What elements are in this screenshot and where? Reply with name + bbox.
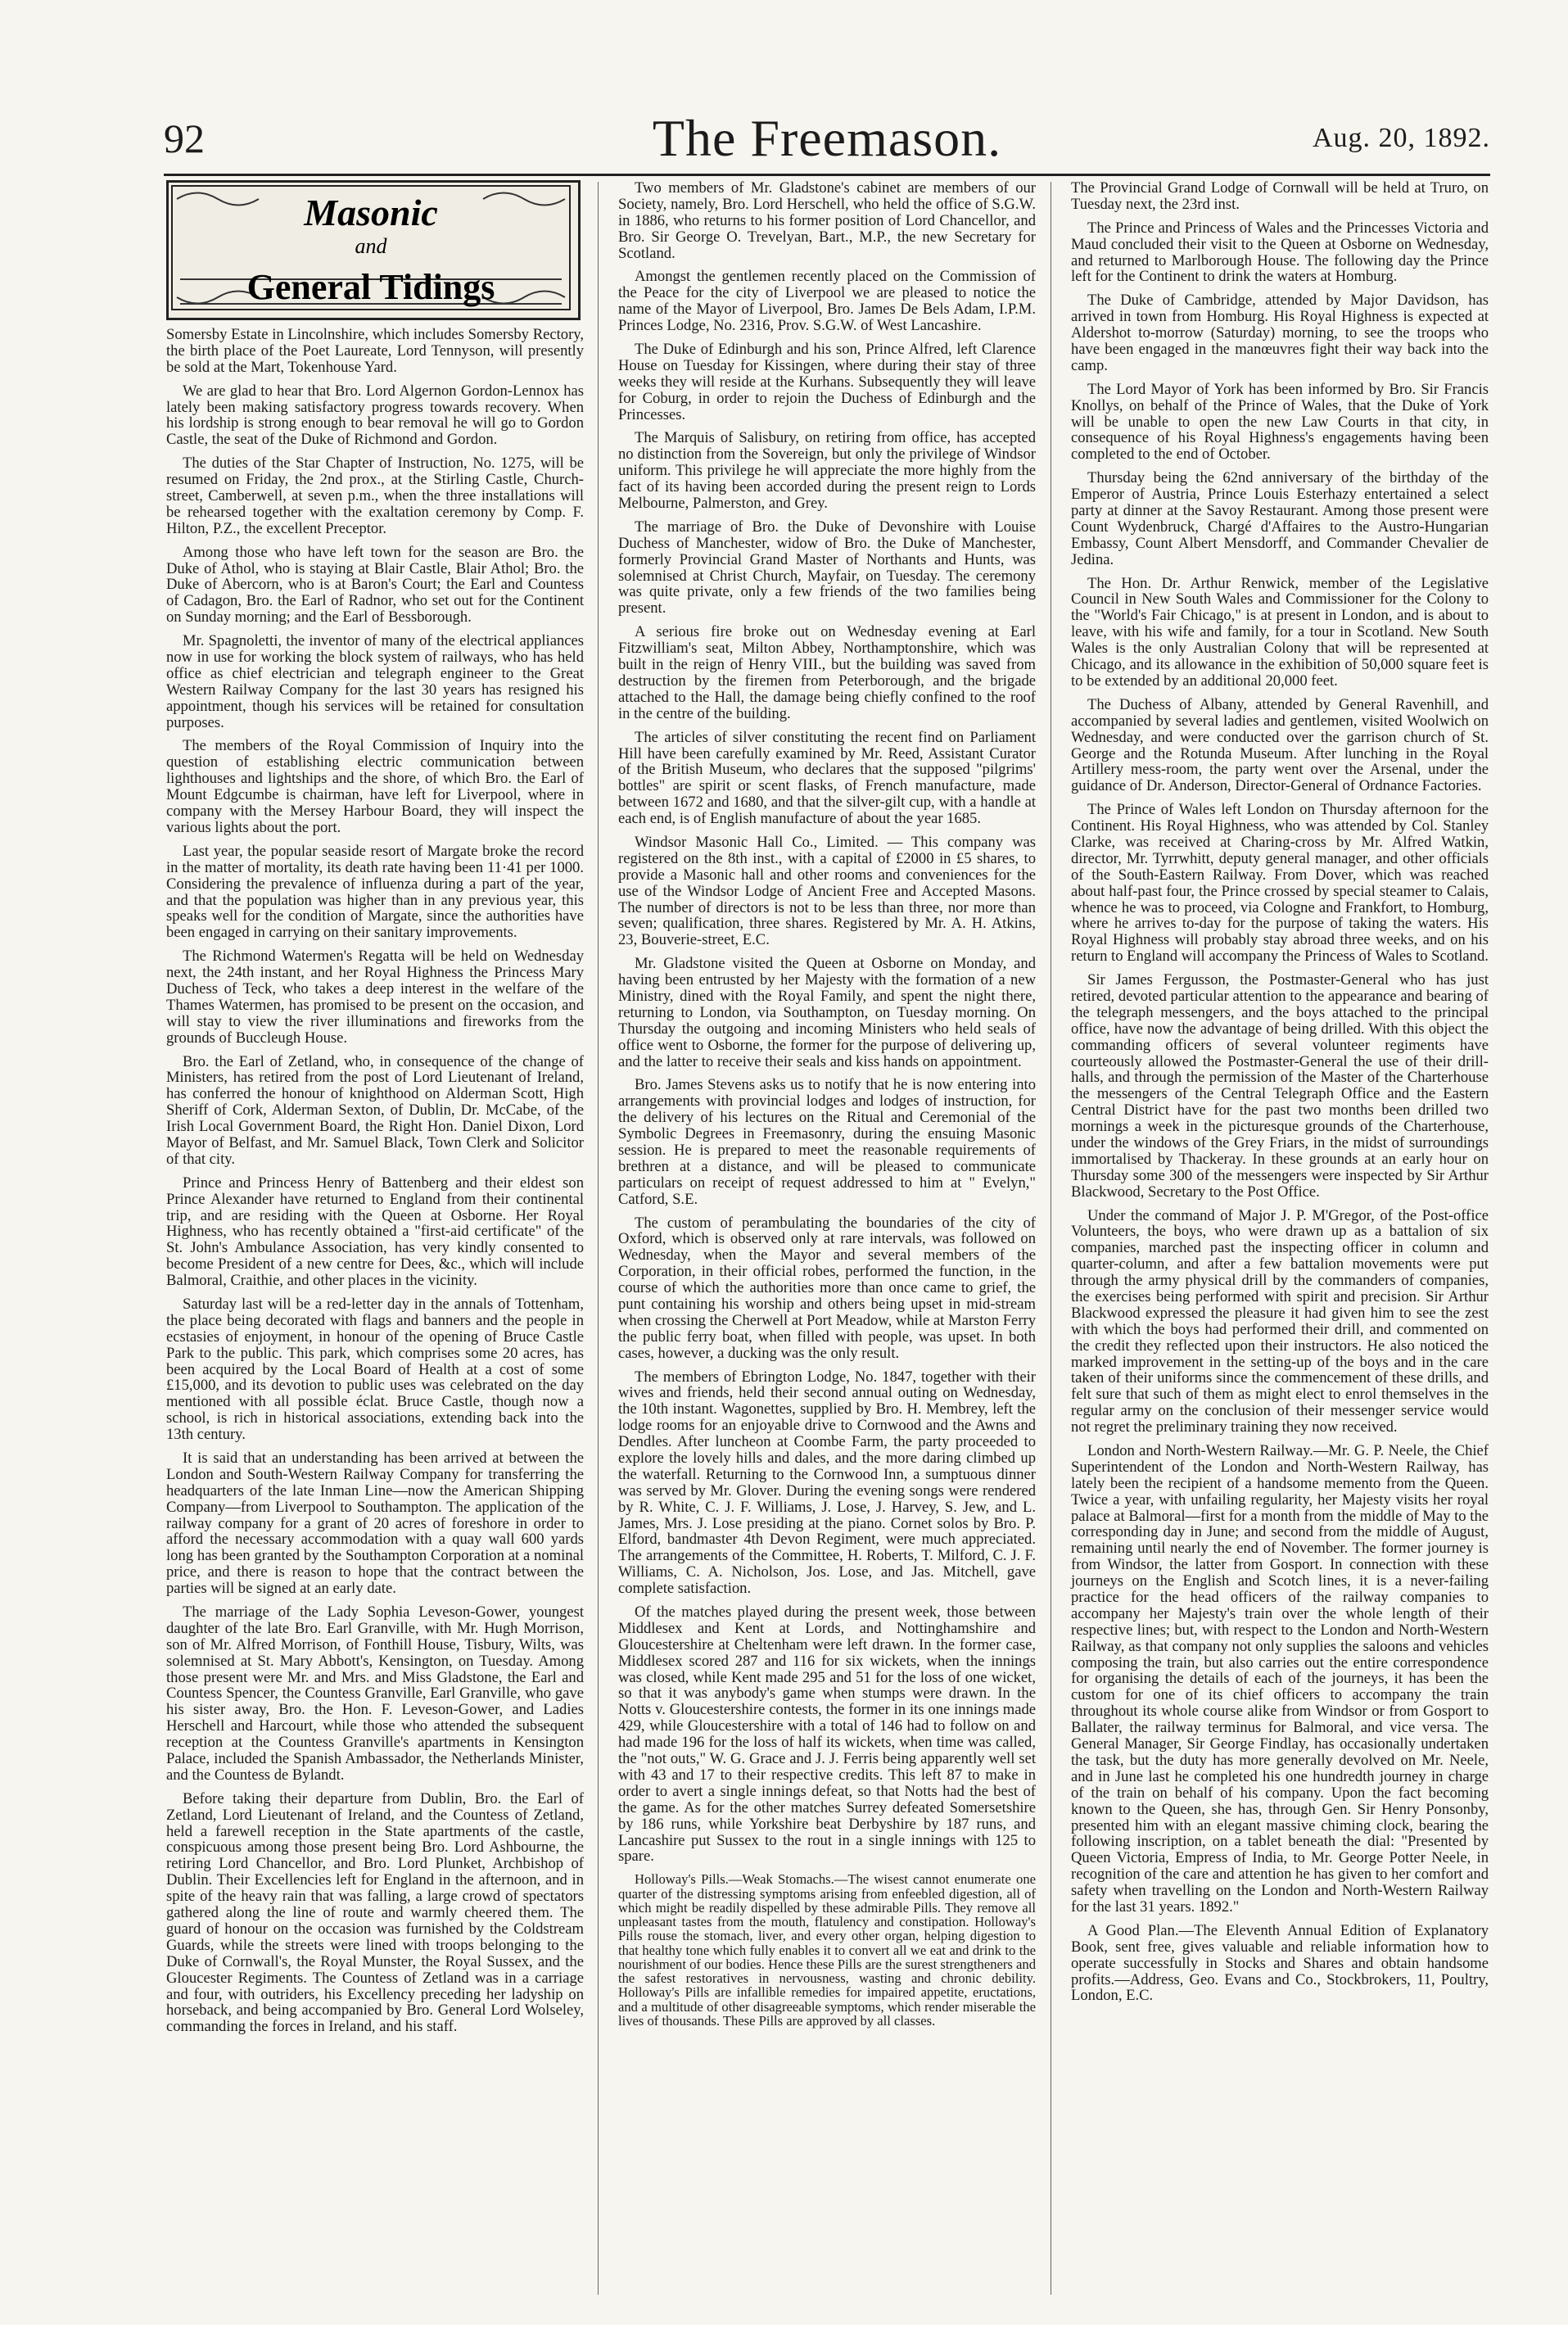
column-1 (166, 180, 584, 2042)
article-paragraph: Of the matches played during the present week, those between Middlesex and Kent at Lords, and Nottinghamshire and Gloucestershire at Cheltenham were left drawn. In the former case, Middlesex scored 287 and 116 for six wickets, when the innings was closed, while Kent made 295 and 51 for the loss of one wicket, so that it was anybody's game when stumps were drawn. In the Notts v. Gloucestershire contests, the former in its one innings made 429, while Gloucestershire with a total of 146 had to follow on and had made 196 for the loss of half its wickets, when time was called, the "not outs," W. G. Grace and J. J. Ferris being apparently well set with 43 and 17 to their respective credits. This left 87 to make in order to avert a single innings defeat, so that Notts had the best of the game. As for the other matches Surrey defeated Somersetshire by 186 runs, while Yorkshire beat Derbyshire by 187 runs, and Lancashire put Sussex to the rout in a single innings with 125 to spare. (618, 1604, 1036, 1866)
heading-line-3: General Tidings (246, 267, 495, 307)
column-2 (618, 180, 1036, 2035)
heading-line-1: Masonic (304, 192, 438, 233)
article-paragraph: Before taking their departure from Dublin, Bro. the Earl of Zetland, Lord Lieutenant of Ireland, and the Countess of Zetland, held a farewell reception in the State apartments of the castle, conspicuous among those present being Bro. Lord Ashbourne, the retiring Lord Chancellor, and Bro. Lord Plunket, Archbishop of Dublin. Their Excellencies left for England in the afternoon, and in spite of the heavy rain that was falling, a large crowd of spectators gathered along the line of route and warmly cheered them. The guard of honour on the occasion was furnished by the Coldstream Guards, while the streets were lined with troops belonging to the Duke of Cornwall's, the Royal Munster, the Royal Sussex, and the Gloucester Regiments. The Countess of Zetland was in a carriage and four, with outriders, his Excellency preceding her ladyship on horseback, and being accompanied by Bro. General Lord Wolseley, commanding the forces in Ireland, and his staff. (166, 1789, 584, 2036)
issue-date: Aug. 20, 1892. (1312, 123, 1490, 153)
article-paragraph: The Prince of Wales left London on Thursday afternoon for the Continent. His Royal Highness, who was attended by Col. Stanley Clarke, was received at Charing-cross by Mr. Alfred Watkin, director, Mr. Tyrrwhitt, deputy general manager, and other officials of the South-Eastern Railway. From Dover, which was reached about half-past four, the Prince crossed by special steamer to Calais, whence he was to proceed, via Cologne and Frankfort, to Homburg, where he arrives to-day for the purpose of taking the waters. His Royal Highness will probably stay abroad three weeks, and on his return to England will accompany the Princess of Wales to Scotland. (1071, 801, 1489, 966)
article-paragraph: Saturday last will be a red-letter day in the annals of Tottenham, the place being decorated with flags and banners and the people in ecstasies of enjoyment, in honour of the opening of Bruce Castle Park to the public. This park, which comprises some 20 acres, has been acquired by the Local Board of Health at a cost of some £15,000, and its devotion to public uses was celebrated on the day mentioned with all possible éclat. Bruce Castle, though now a school, is rich in historical associations, extending back into the 13th century. (166, 1295, 584, 1444)
article-paragraph: The duties of the Star Chapter of Instruction, No. 1275, will be resumed on Friday, the 2nd prox., at the Stirling Castle, Church-street, Camberwell, at seven p.m., when the three installations will be rehearsed together with the exaltation ceremony by Comp. F. Hilton, P.Z., the excellent Preceptor. (166, 455, 584, 537)
column-divider (598, 182, 599, 2295)
article-paragraph: The Duchess of Albany, attended by General Ravenhill, and accompanied by several ladies and gentlemen, visited Woolwich on Wednesday, and were conducted over the garrison church of St. George and the Rotunda Museum. After lunching in the Royal Artillery mess-room, the party went over the Arsenal, under the guidance of Dr. Anderson, Director-General of Ordnance Factories. (1071, 695, 1489, 795)
article-paragraph: The members of the Royal Commission of Inquiry into the question of establishing electric communication between lighthouses and lightships and the shore, of which Bro. the Earl of Mount Edgcumbe is chairman, have left for Liverpool, where in company with the Mersey Harbour Board, they will inspect the various lights about the port. (166, 737, 584, 836)
article-paragraph: The Lord Mayor of York has been informed by Bro. Sir Francis Knollys, on behalf of the Prince of Wales, that the Duke of York will be unable to open the new Law Courts in that city, in consequence of his Royal Highness's engagements having been completed to the end of October. (1071, 380, 1489, 464)
article-paragraph: Mr. Spagnoletti, the inventor of many of the electrical appliances now in use for working the block system of railways, who has held office as chief electrician and telegraph engineer to the Great Western Railway Company for the last 30 years has resigned his appointment, though his services will be retained for consultation purposes. (166, 632, 584, 731)
article-paragraph: Windsor Masonic Hall Co., Limited. — This company was registered on the 8th inst., with a capital of £2000 in £5 shares, to provide a Masonic hall and other rooms and conveniences for the use of the Windsor Lodge of Ancient Free and Accepted Masons. The number of directors is not to be less than three, nor more than seven; qualification, three shares. Registered by Mr. A. H. Atkins, 23, Bouverie-street, E.C. (618, 833, 1036, 949)
article-paragraph: The marriage of Bro. the Duke of Devonshire with Louise Duchess of Manchester, widow of Bro. the Duke of Manchester, formerly Provincial Grand Master of Northants and Hunts, was solemnised at Christ Church, Mayfair, on Tuesday. The ceremony was quite private, only a few friends of the two families being present. (618, 518, 1036, 617)
article-paragraph: The Provincial Grand Lodge of Cornwall will be held at Truro, on Tuesday next, the 23rd inst. (1071, 179, 1489, 213)
article-paragraph: The Duke of Cambridge, attended by Major Davidson, has arrived in town from Homburg. His Royal Highness is expected at Aldershot to-morrow (Saturday) morning, to see the troops who have been engaged in the manœuvres fight their way back into the camp. (1071, 292, 1489, 374)
article-paragraph: The custom of perambulating the boundaries of the city of Oxford, which is observed only at rare intervals, was followed on Wednesday, when the Mayor and several members of the Corporation, in their official robes, performed the function, in the course of which the authorities more than once came to grief, the punt containing his worship and others being upset in mid-stream when crossing the Cherwell at Port Meadow, while at Marston Ferry the public ferry boat, when filled with people, was upset. In both cases, however, a ducking was the only result. (618, 1214, 1036, 1362)
article-paragraph: Bro. James Stevens asks us to notify that he is now entering into arrangements with provincial lodges and lodges of instruction, for the delivery of his lectures on the Ritual and Ceremonial of the Symbolic Degrees in Freemasonry, during the ensuing Masonic session. He is prepared to meet the reasonable requirements of brethren at a distance, and will be pleased to communicate particulars on receipt of request addressed to him at " Evelyn," Catford, S.E. (618, 1076, 1036, 1208)
masthead (164, 109, 1490, 172)
article-paragraph: We are glad to hear that Bro. Lord Algernon Gordon-Lennox has lately been making satisfactory progress towards recovery. When his lordship is strong enough to bear removal he will go to Gordon Castle, the seat of the Duke of Richmond and Gordon. (166, 382, 584, 449)
article-paragraph: It is said that an understanding has been arrived at between the London and South-Western Railway Company for transferring the headquarters of the late Inman Line—now the American Shipping Company—from Liverpool to Southampton. The application of the railway company for a grant of 20 acres of foreshore in order to afford the necessary accommodation with a quay wall 600 yards long has been granted by the Southampton Corporation at a nominal price, and there is reason to hope that the contract between the parties will be signed at an early date. (166, 1450, 584, 1598)
article-paragraph: Bro. the Earl of Zetland, who, in consequence of the change of Ministers, has retired from the post of Lord Lieutenant of Ireland, has conferred the honour of knighthood on Alderman Scott, High Sheriff of Cork, Alderman Sexton, of Dublin, Dr. McCabe, of the Irish Local Government Board, the Right Hon. Daniel Dixon, Lord Mayor of Belfast, and Mr. Samuel Black, Town Clerk and Solicitor of that city. (166, 1052, 584, 1168)
article-paragraph: The members of Ebrington Lodge, No. 1847, together with their wives and friends, held their second annual outing on Wednesday, the 10th instant. Wagonettes, supplied by Bro. H. Membrey, left the lodge rooms for an enjoyable drive to Cornwood and the Awns and Dendles. After luncheon at Coombe Farm, the party proceeded to explore the lovely hills and dales, and the more daring climbed up the waterfall. Returning to the Cornwood Inn, a sumptuous dinner was served by Mr. Glover. During the evening songs were rendered by R. White, C. J. F. Williams, J. Lose, J. Harvey, S. Jew, and L. James, Mrs. J. Lose presiding at the piano. Cornet solos by Bro. P. Elford, bandmaster 4th Devon Regiment, were much appreciated. The arrangements of the Committee, H. Roberts, T. Milford, C. J. F. Williams, C. A. Nicholson, Jos. Lose, and Jas. Mitchell, gave complete satisfaction. (618, 1368, 1036, 1598)
article-paragraph: The Richmond Watermen's Regatta will be held on Wednesday next, the 24th instant, and her Royal Highness the Princess Mary Duchess of Teck, who takes a deep interest in the welfare of the Thames Watermen, has promised to be present on the occasion, and will stay to view the river illuminations and fireworks from the grounds of Buccleugh House. (166, 948, 584, 1047)
article-paragraph: Prince and Princess Henry of Battenberg and their eldest son Prince Alexander have returned to England from their continental trip, and are residing with the Queen at Osborne. Her Royal Highness, who has recently obtained a "first-aid certificate" of the St. John's Ambulance Association, has very kindly consented to become President of a new centre for Dees, &c., which will include Balmoral, Craithie, and other places in the vicinity. (166, 1174, 584, 1290)
article-paragraph: A serious fire broke out on Wednesday evening at Earl Fitzwilliam's seat, Milton Abbey, Northamptonshire, which was built in the reign of Henry VIII., but the building was saved from destruction by the firemen from Peterborough, and the brigade attached to the Hall, the damage being chiefly confined to the roof in the centre of the building. (618, 623, 1036, 722)
advertisement-paragraph: A Good Plan.—The Eleventh Annual Edition of Explanatory Book, sent free, gives valuable and reliable information how to operate successfully in Stocks and Shares and obtain handsome profits.—Address, Geo. Evans and Co., Stockbrokers, 11, Poultry, London, E.C. (1071, 1921, 1489, 2005)
article-paragraph: Mr. Gladstone visited the Queen at Osborne on Monday, and having been entrusted by her Majesty with the formation of a new Ministry, dined with the Royal Family, and spent the night there, returning to London, via Southampton, on Tuesday morning. On Thursday the outgoing and incoming Ministers who held seals of office went to Osborne, the former for the purpose of delivering up, and the latter to receive their seals and kiss hands on appointment. (618, 955, 1036, 1070)
article-paragraph: Amongst the gentlemen recently placed on the Commission of the Peace for the city of Liverpool we are pleased to notice the name of the Mayor of Liverpool, Bro. James De Bels Adam, I.P.M. Princes Lodge, No. 2316, Prov. S.G.W. of West Lancashire. (618, 268, 1036, 335)
masthead-rule (164, 174, 1490, 176)
article-paragraph: Sir James Fergusson, the Postmaster-General who has just retired, devoted particular attention to the appearance and bearing of the telegraph messengers, and the boys attached to the principal office, have now the advantage of being drilled. With this object the commanding officers of several volunteer regiments have courteously allowed the Postmaster-General the use of their drill-halls, and through the permission of the Master of the Charterhouse the messengers of the Central Telegraph Office and the Eastern Central District have for the past two months been drilled two mornings a week in the picturesque grounds of the Charterhouse, under the windows of the Grey Friars, in the midst of surroundings immortalised by Thackeray. In these grounds at an early hour on Thursday some 300 of the messengers were inspected by Sir Arthur Blackwood, Secretary to the Post Office. (1071, 971, 1489, 1201)
publication-title: The Freemason. (652, 109, 1002, 167)
ornament-frame-icon (169, 183, 573, 313)
article-paragraph: Thursday being the 62nd anniversary of the birthday of the Emperor of Austria, Prince Louis Esterhazy entertained a select party at dinner at the Savoy Restaurant. Among those present were Count Wydenbruck, Chargé d'Affaires to the Austro-Hungarian Embassy, Count Albert Mensdorff, and Commander Chevalier de Jedina. (1071, 469, 1489, 568)
article-paragraph: Last year, the popular seaside resort of Margate broke the record in the matter of mortality, its death rate having been 11·41 per 1000. Considering the prevalence of influenza during a part of the year, and that the population was higher than in any previous year, this speaks well for the condition of Margate, since the authorities have been engaged in carrying on their sanitary improvements. (166, 842, 584, 942)
article-paragraph: The Duke of Edinburgh and his son, Prince Alfred, left Clarence House on Tuesday for Kissingen, where during their stay of three weeks they will reside at the Kurhans. Subsequently they will leave for Coburg, in order to rejoin the Duchess of Edinburgh and the Princesses. (618, 341, 1036, 423)
article-paragraph: Somersby Estate in Lincolnshire, which includes Somersby Rectory, the birth place of the Poet Laureate, Lord Tennyson, will presently be sold at the Mart, Tokenhouse Yard. (166, 326, 584, 376)
article-paragraph: London and North-Western Railway.—Mr. G. P. Neele, the Chief Superintendent of the London and North-Western Railway, has lately been the recipient of a handsome memento from the Queen. Twice a year, with unfailing regularity, her Majesty visits her royal palace at Balmoral—first for a month from the middle of May to the corresponding day in June; and second from the middle of August, remaining until nearly the end of November. The former journey is from Windsor, the latter from Gosport. In connection with these journeys on the English and Scotch lines, it is a never-failing practice for the head officers of the railway companies to accompany her Majesty's train over the whole length of their respective lines; but, with respect to the London and North-Western Railway, as that company not only supplies the saloons and vehicles composing the train, but also carries out the entire correspondence for organising the details of each of the journeys, it has been the custom for one of its chief officers to accompany the train throughout its whole course alike from Windsor or from Gosport to Ballater, the railway terminus for Balmoral, and vice versa. The General Manager, Sir George Findlay, has occasionally undertaken the task, but the duty has more generally devolved on Mr. Neele, and in June last he completed his one hundredth journey in charge of the train on behalf of his company. Upon the fact becoming known to the Queen, she has, through Gen. Sir Henry Ponsonby, presented him with an elegant massive chiming clock, bearing the following inscription, on a tablet beneath the dial: "Presented by Queen Victoria, Empress of India, to Mr. George Potter Neele, in recognition of the care and attention he has given to her comfort and safety when travelling on the London and North-Western Railway for the last 31 years. 1892." (1071, 1442, 1489, 1916)
article-paragraph: The marriage of the Lady Sophia Leveson-Gower, youngest daughter of the late Bro. Earl Granville, with Mr. Hugh Morrison, son of Mr. Alfred Morrison, of Fonthill House, Tisbury, Wilts, was solemnised at St. Mary Abbott's, Kensington, on Tuesday. Among those present were Mr. and Mrs. and Miss Gladstone, the Earl and Countess Spencer, the Countess Granville, Earl Granville, who gave his sister away, Bro. the Hon. F. Leveson-Gower, and Ladies Herschell and Harcourt, while those who attended the subsequent reception at the Countess Granville's apartments in Kensington Palace, included the Spanish Ambassador, the Netherlands Minister, and the Countess de Bylandt. (166, 1604, 584, 1784)
article-paragraph: The Hon. Dr. Arthur Renwick, member of the Legislative Council in New South Wales and Commissioner for the Colony to the "World's Fair Chicago," is at present in London, and is about to leave, with his wife and family, for a tour in Scotland. New South Wales is the only Australian Colony that will be represented at Chicago, and its allowance in the exhibition of 50,000 square feet is to be extended by an additional 20,000 feet. (1071, 574, 1489, 690)
article-paragraph: The Prince and Princess of Wales and the Princesses Victoria and Maud concluded their visit to the Queen at Osborne on Wednesday, and returned to Marlborough House. The following day the Prince left for the Continent to drink the waters at Homburg. (1071, 219, 1489, 286)
page-number: 92 (164, 115, 205, 161)
article-paragraph: Under the command of Major J. P. M'Gregor, of the Post-office Volunteers, the boys, who were drawn up as a battalion of six companies, marched past the inspecting officer in column and quarter-column, and after a few battalion movements were put through the army physical drill by the commanders of companies, the exercises being performed with spirit and precision. Sir Arthur Blackwood expressed the pleasure it had given him to see the zest with which the boys had performed their drill, and commented on the credit they reflected upon their instructors. He also noticed the marked improvement in the setting-up of the boys and in the care taken of their uniforms since the commencement of these drills, and felt sure that such of them as might elect to enrol themselves in the regular army on the conclusion of their messenger service would not regret the preliminary training they now received. (1071, 1206, 1489, 1436)
article-paragraph: The Marquis of Salisbury, on retiring from office, has accepted no distinction from the Sovereign, but only the privilege of Windsor uniform. This privilege he will appreciate the more highly from the fact of its having been accorded during the present reign to Lords Melbourne, Palmerston, and Grey. (618, 429, 1036, 513)
heading-line-2: and (355, 234, 387, 258)
article-paragraph: Two members of Mr. Gladstone's cabinet are members of our Society, namely, Bro. Lord Herschell, who held the office of S.G.W. in 1886, who returns to his former position of Lord Chancellor, and Bro. Sir George O. Trevelyan, Bart., M.P., the new Secretary for Scotland. (618, 179, 1036, 262)
article-paragraph: Among those who have left town for the season are Bro. the Duke of Athol, who is staying at Blair Castle, Blair Athol; Bro. the Duke of Abercorn, who is at Baron's Court; the Earl and Countess of Cadagon, Bro. the Earl of Radnor, who set out for the Continent on Sunday morning; and the Earl of Bessborough. (166, 543, 584, 626)
column-3 (1071, 180, 1489, 2011)
article-paragraph: The articles of silver constituting the recent find on Parliament Hill have been carefully examined by Mr. Reed, Assistant Curator of the British Museum, who declares that the supposed "pilgrims' bottles" are spirit or scent flasks, of French manufacture, made between 1672 and 1680, and that the silver-gilt cup, with a handle at each end, is of English manufacture of about the year 1685. (618, 728, 1036, 828)
section-heading-ornament (166, 180, 581, 320)
advertisement-paragraph: Holloway's Pills.—Weak Stomachs.—The wisest cannot enumerate one quarter of the distressing symptoms arising from enfeebled digestion, all of which might be readily dispelled by these admirable Pills. They remove all unpleasant tastes from the mouth, flatulency and constipation. Holloway's Pills rouse the stomach, liver, and every other organ, helping digestion to that healthy tone which fully enables it to convert all we eat and drink to the nourishment of our bodies. Hence these Pills are the surest strengtheners and the safest restoratives in nervousness, wasting and chronic debility. Holloway's Pills are infallible remedies for impaired appetite, eructations, and a multitude of other disagreeable symptoms, which render miserable the lives of thousands. These Pills are approved by all classes. (618, 1871, 1036, 2029)
